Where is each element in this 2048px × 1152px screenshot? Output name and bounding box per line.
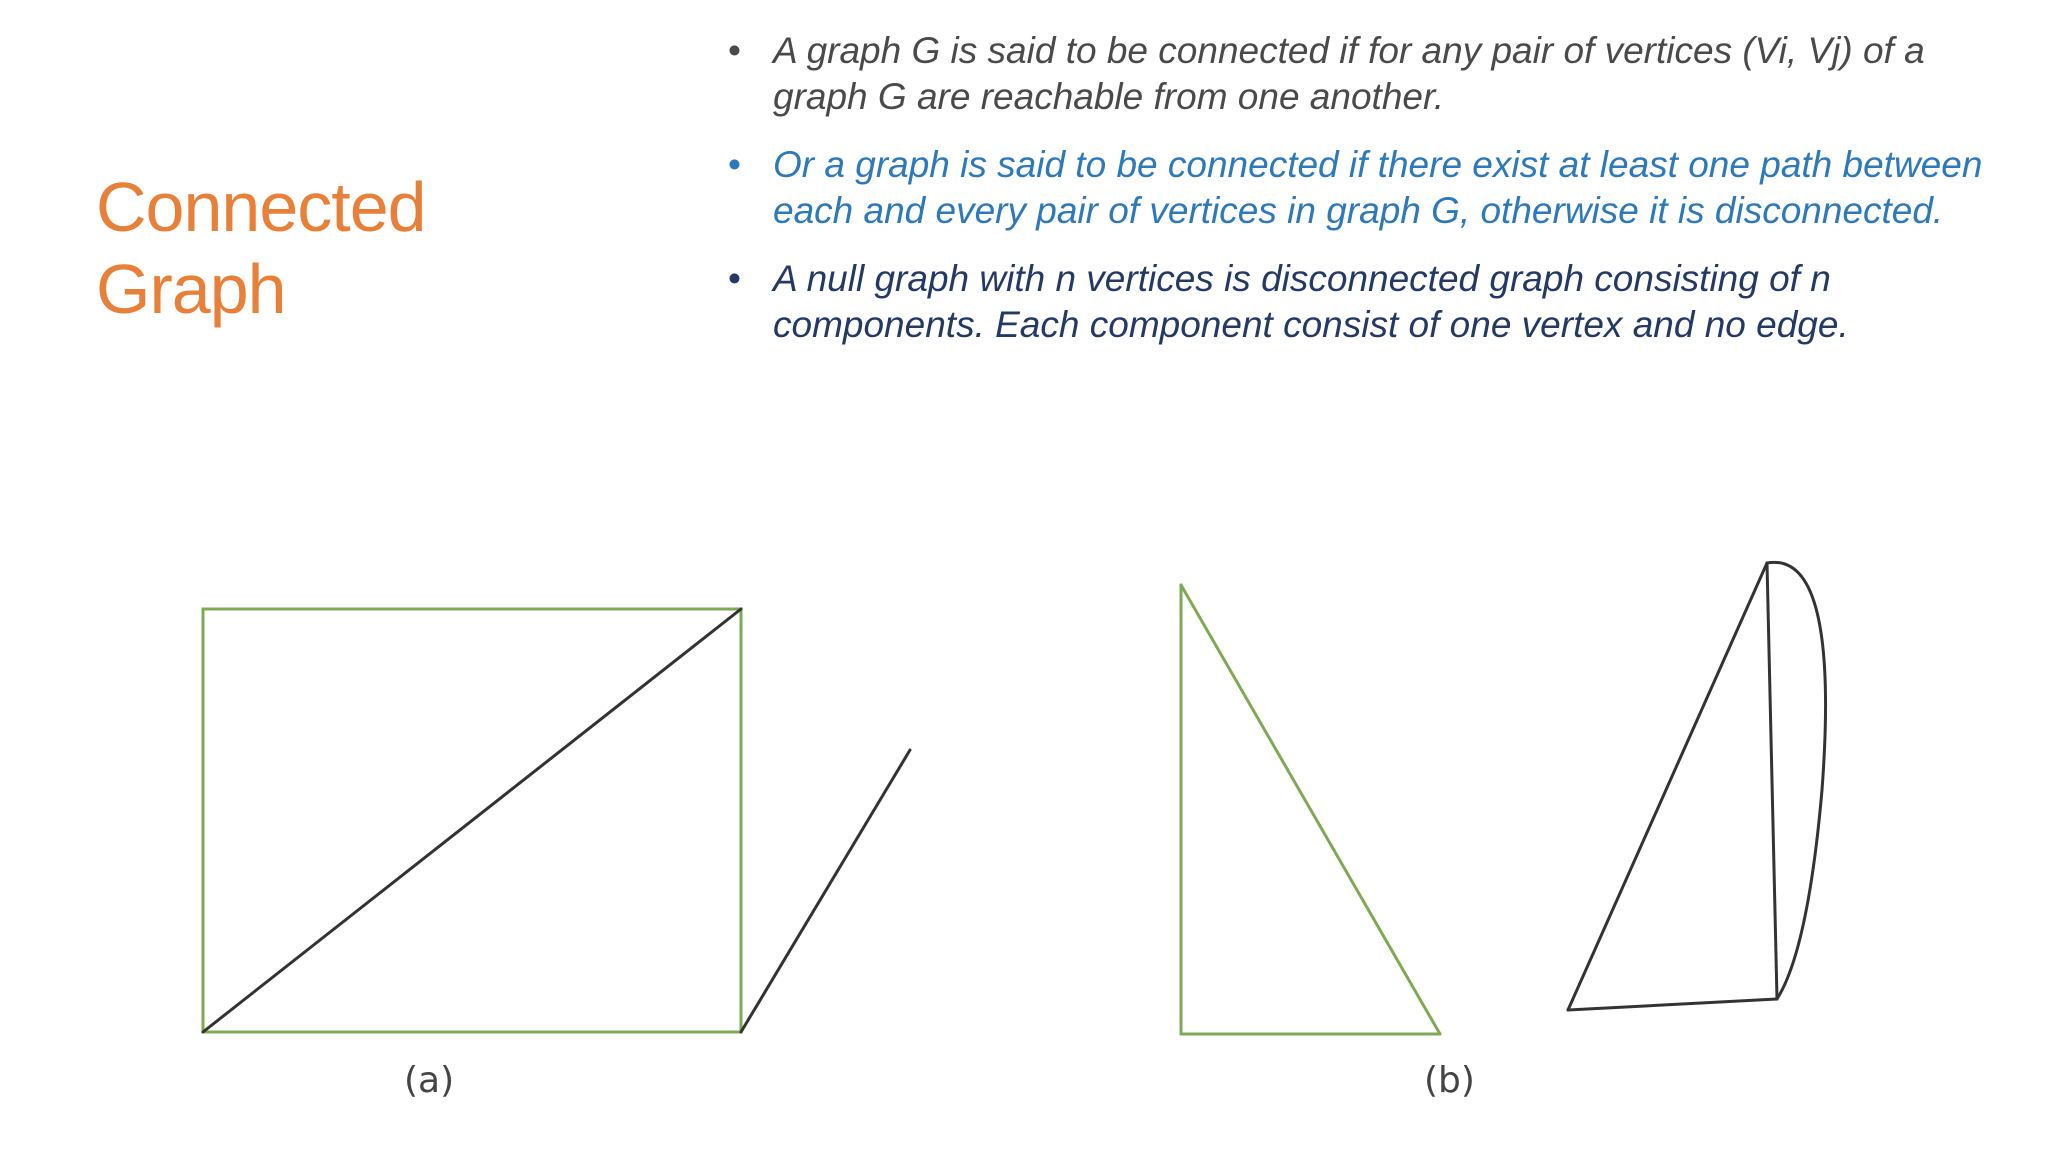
bullet-text: A null graph with n vertices is disconnected graph consisting of n components. Each component consist of one vertex and no edge. [773, 258, 1849, 345]
bullet-marker: • [728, 30, 741, 71]
bullet-text: Or a graph is said to be connected if there exist at least one path between each and every pair of vertices in graph G, otherwise it is disconnected. [773, 144, 1983, 231]
figure-b-component-triangle-green [1181, 585, 1440, 1034]
figure-b-component-triangle-dark [1568, 562, 1826, 1010]
bullet-marker: • [728, 144, 741, 185]
figure-a-connected-graph [203, 609, 910, 1032]
figure-a-pendant-edge [741, 750, 910, 1032]
figure-b-caption: (b) [1424, 1060, 1475, 1101]
figure-a-diagonal-edge [203, 609, 741, 1032]
bullet-text: A graph G is said to be connected if for any pair of vertices (Vi, Vj) of a graph G are reachable from one another. [773, 30, 1925, 117]
title-line-1: Connected [96, 168, 426, 246]
title-line-2: Graph [96, 250, 286, 328]
bullet-marker: • [728, 258, 741, 299]
figure-b-disconnected-graph [1181, 562, 1826, 1034]
figure-a-caption: (a) [404, 1060, 455, 1101]
